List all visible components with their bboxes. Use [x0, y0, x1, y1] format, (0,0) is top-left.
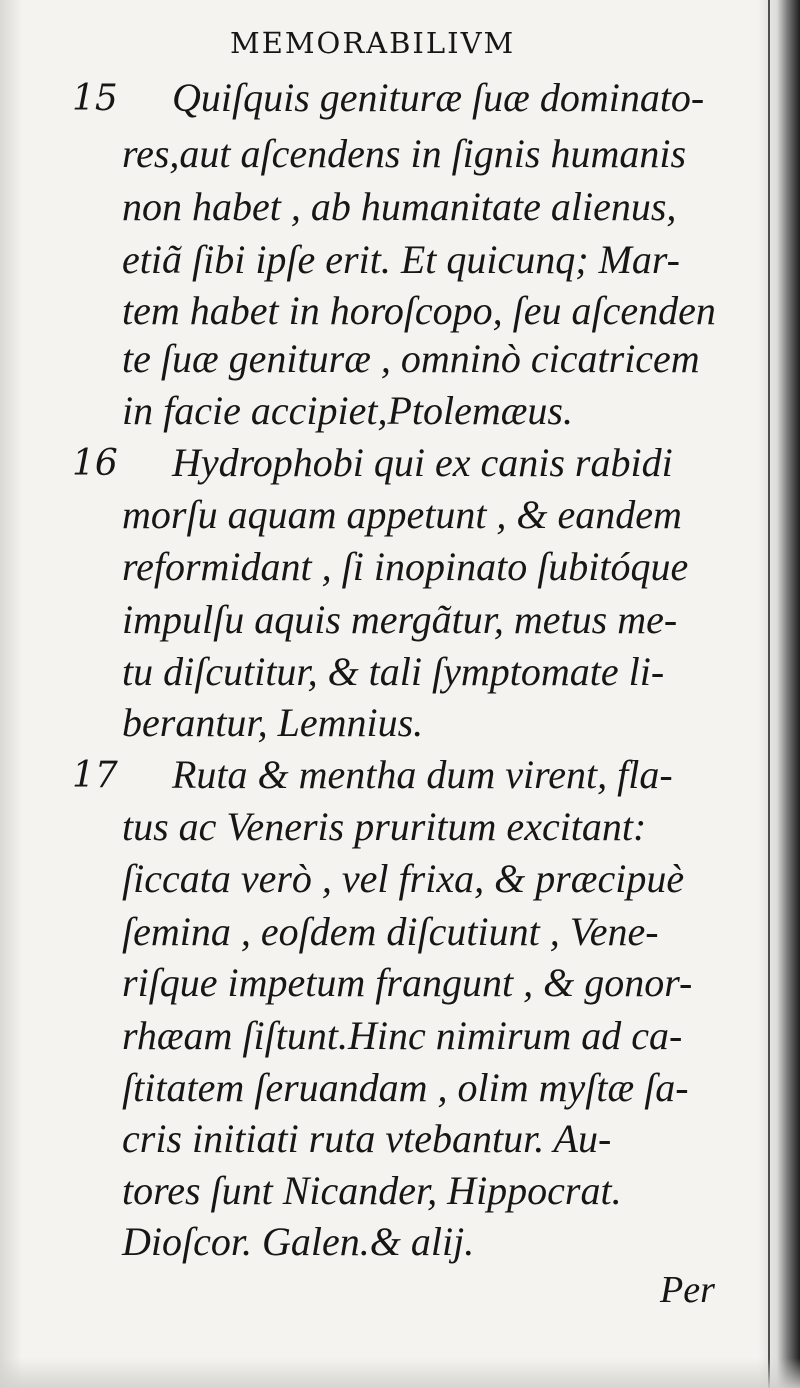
text-line: tem habet in horoſcopo, ſeu aſcenden [122, 288, 716, 333]
text-line: cris initiati ruta vtebantur. Au- [122, 1116, 612, 1161]
paragraph-number: 16 [72, 443, 118, 484]
catchword: Per [660, 1269, 715, 1311]
text-line: non habet , ab humanitate alienus, [122, 184, 677, 229]
text-line: berantur, Lemnius. [122, 700, 424, 745]
text-line: ſiccata verò , vel frixa, & præcipuè [122, 856, 685, 901]
text-line: res,aut aſcendens in ſignis humanis [122, 131, 687, 176]
paragraph-number: 15 [72, 78, 118, 119]
text-line: etiã ſibi ipſe erit. Et quicunq; Mar- [122, 237, 680, 282]
page-edge-shadow [758, 0, 800, 1388]
text-line: impulſu aquis mergãtur, metus me- [122, 597, 678, 642]
text-line: te ſuæ genituræ , omninò cicatricem [122, 336, 700, 381]
bottom-shadow [0, 1358, 800, 1388]
text-line: rhæam ſiſtunt.Hinc nimirum ad ca- [122, 1013, 683, 1058]
text-line: Dioſcor. Galen.& alij. [122, 1219, 475, 1264]
text-line: ſemina , eoſdem diſcutiunt , Vene- [122, 909, 659, 954]
text-line: Quiſquis genituræ ſuæ dominato- [172, 75, 705, 120]
running-head: MEMORABILIVM [230, 26, 516, 60]
text-line: tus ac Veneris pruritum excitant: [122, 804, 647, 849]
text-line: morſu aquam appetunt , & eandem [122, 492, 682, 537]
page-edge-line [768, 0, 770, 1388]
text-line: Hydrophobi qui ex canis rabidi [172, 440, 673, 485]
text-line: tores ſunt Nicander, Hippocrat. [122, 1168, 622, 1213]
text-line: Ruta & mentha dum virent, fla- [172, 752, 673, 797]
text-line: ſtitatem ſeruandam , olim myſtæ ſa- [122, 1065, 689, 1110]
text-line: tu diſcutitur, & tali ſymptomate li- [122, 649, 665, 694]
paragraph-number: 17 [72, 755, 118, 796]
text-line: riſque impetum frangunt , & gonor- [122, 960, 693, 1005]
text-line: reformidant , ſi inopinato ſubitóque [122, 544, 689, 589]
text-line: in facie accipiet,Ptolemæus. [122, 388, 573, 433]
binding-gutter [0, 0, 22, 1388]
